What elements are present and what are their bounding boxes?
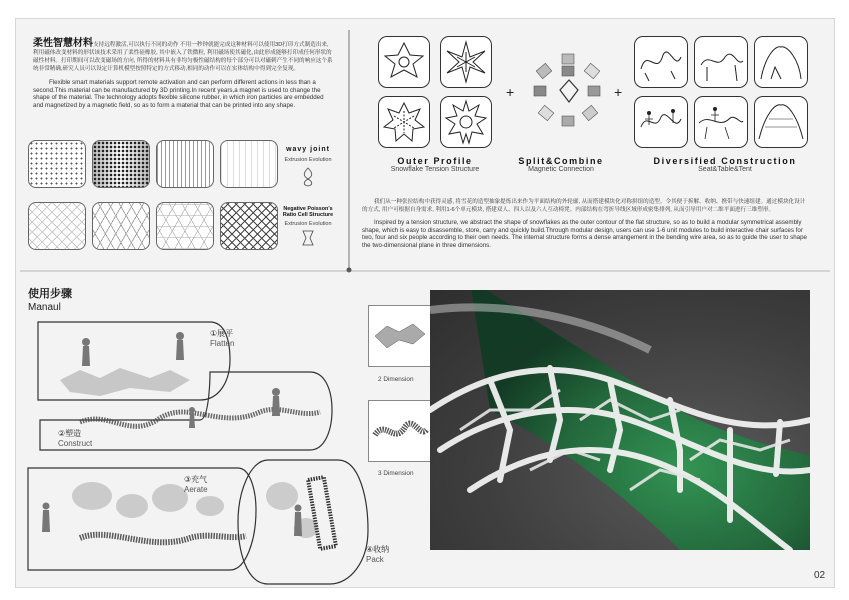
horizontal-divider: [20, 268, 832, 274]
intro-body-cn: 支持远程激活,可以执行不同的动作 不用一秒钟就能完成这种材料可以使用3D打印方式制造出来,利用磁体改变材料的形状该技术采用了柔性硅橡胶, 其中嵌入了铁微粒, 利用磁场使其磁化,由此形成能够打印成任何形状的磁性材料。打印期间可以改变磁场的方向, 所得的材料具有非均匀极性磁结构的每个部分可以对磁刺产生不同的响应这个系统非常精确,研究人员可以设定计算机模型按照特定的方式移动,相同的动作可以在实体结构中得到完全复现。: [33, 42, 333, 72]
page-number: 02: [814, 570, 826, 581]
wavy-joint-title: wavy joint: [286, 146, 330, 153]
npr-cell-icon: [301, 230, 315, 246]
manual-title-cn: 使用步骤: [28, 288, 72, 300]
texture-swatch: [92, 202, 150, 250]
concept-desc-en: Inspired by a tension structure, we abstract the shape of snowflakes as the outer contour of the flat structure, so as to build a modular symmetrical assembly shape, which is easy to disassemble, store, carry and quickly build.Through modular design, users can use 1-6 unit modules to build interactive chair surfaces for two, four and six people according to their own needs. The internal structure forms a dense arrangement in the bending wire area, so as to guide the user to shape the two-dimensional plane in three dimensions.: [362, 219, 807, 249]
dimension-3d-thumb: [368, 400, 432, 462]
intro-cn-paragraph: [33, 40, 333, 73]
step3-cn: ③充气: [184, 475, 208, 484]
wavy-joint-icon: [301, 167, 315, 187]
group-tent-icon: [754, 96, 808, 148]
split-combine-caption: [506, 156, 616, 173]
concept-desc-cn: 我们从一种张拉结构中获得灵感, 将雪花的造型抽象提炼出来作为平面结构的外轮廓, 从而搭建模块化对称拼组的造型。令其便于拆解、收纳、携带与快速组建。通过模块化设计的方式, 用户可根据自身需求, 利用1-6个单元模块, 搭建双人、四人以及六人互动椅凳。内部结构在弯折导线区域形成密集排列, 从而引导用户对二维平面进行三维塑形。: [362, 199, 806, 213]
step1-cn: ①展平: [210, 329, 234, 338]
dimension-3d-label: 3 Dimension: [378, 470, 414, 477]
snowflake-outline-icon: [440, 96, 492, 148]
plus-sign-1: +: [506, 84, 515, 100]
step4-cn: ④收纳: [366, 545, 390, 554]
intro-en-paragraph: Flexible smart materials support remote activation and can perform different actions in less than a second.This material can be manufactured by 3D printing.In recent years,a magnet is used to change the shape of the material. The technology adopts flexible silicone rubber, in which iron particles are embedded and magnetized by a magnetic field, so as to form a material that can be printed into any shape.: [33, 79, 324, 109]
diversified-title: Diversified Construction: [653, 156, 797, 166]
modular-units-icon: [526, 50, 612, 136]
npr-title: Negative Poisson's Ratio Cell Structure: [282, 206, 334, 218]
step1-en: Flatten: [210, 339, 235, 348]
npr-sub: Extrusion Evolution: [284, 221, 332, 227]
tent-icon: [754, 36, 808, 88]
snowflake-mesh-icon: [378, 96, 430, 148]
texture-swatch: [220, 202, 278, 250]
step2-en: Construct: [58, 439, 93, 448]
texture-swatch: [220, 140, 278, 188]
split-combine-sub: Magnetic Connection: [528, 166, 594, 173]
outer-profile-sub: Snowflake Tension Structure: [390, 166, 480, 173]
wavy-joint-caption: [282, 146, 334, 192]
wavy-joint-sub: Extrusion Evolution: [284, 157, 332, 163]
manual-title-en: Manaul: [28, 302, 61, 313]
intro-title-cn: 柔性智慧材料: [33, 38, 93, 49]
dimension-2d-thumb: [368, 305, 432, 367]
structure-render: [430, 290, 810, 550]
diversified-sub: Seat&Table&Tent: [698, 166, 752, 173]
step4-label: [366, 544, 389, 564]
star-icon: [440, 36, 492, 88]
diversified-caption: [640, 156, 810, 173]
render-structure-graphic: [430, 290, 810, 550]
texture-swatch: [28, 202, 86, 250]
snowflake-icon: [378, 36, 430, 88]
outer-profile-caption: [370, 156, 500, 173]
plus-sign-2: +: [614, 84, 623, 100]
step2-label: [58, 428, 92, 448]
outer-profile-title: Outer Profile: [397, 156, 473, 166]
npr-caption: [278, 206, 338, 251]
split-combine-title: Split&Combine: [518, 156, 604, 166]
step3-en: Aerate: [184, 485, 208, 494]
step2-cn: ②塑造: [58, 429, 82, 438]
intro-text-block: [33, 40, 333, 109]
seat-icon: [634, 36, 688, 88]
step1-label: [210, 328, 234, 348]
step3-label: [184, 474, 208, 494]
texture-swatch: [156, 202, 214, 250]
step4-en: Pack: [366, 555, 384, 564]
group-table-icon: [694, 96, 748, 148]
vertical-divider: [346, 30, 352, 275]
texture-swatch: [28, 140, 86, 188]
texture-swatch: [92, 140, 150, 188]
group-seat-icon: [634, 96, 688, 148]
dimension-2d-label: 2 Dimension: [378, 376, 414, 383]
concept-description: [362, 198, 810, 249]
texture-swatch: [156, 140, 214, 188]
table-icon: [694, 36, 748, 88]
